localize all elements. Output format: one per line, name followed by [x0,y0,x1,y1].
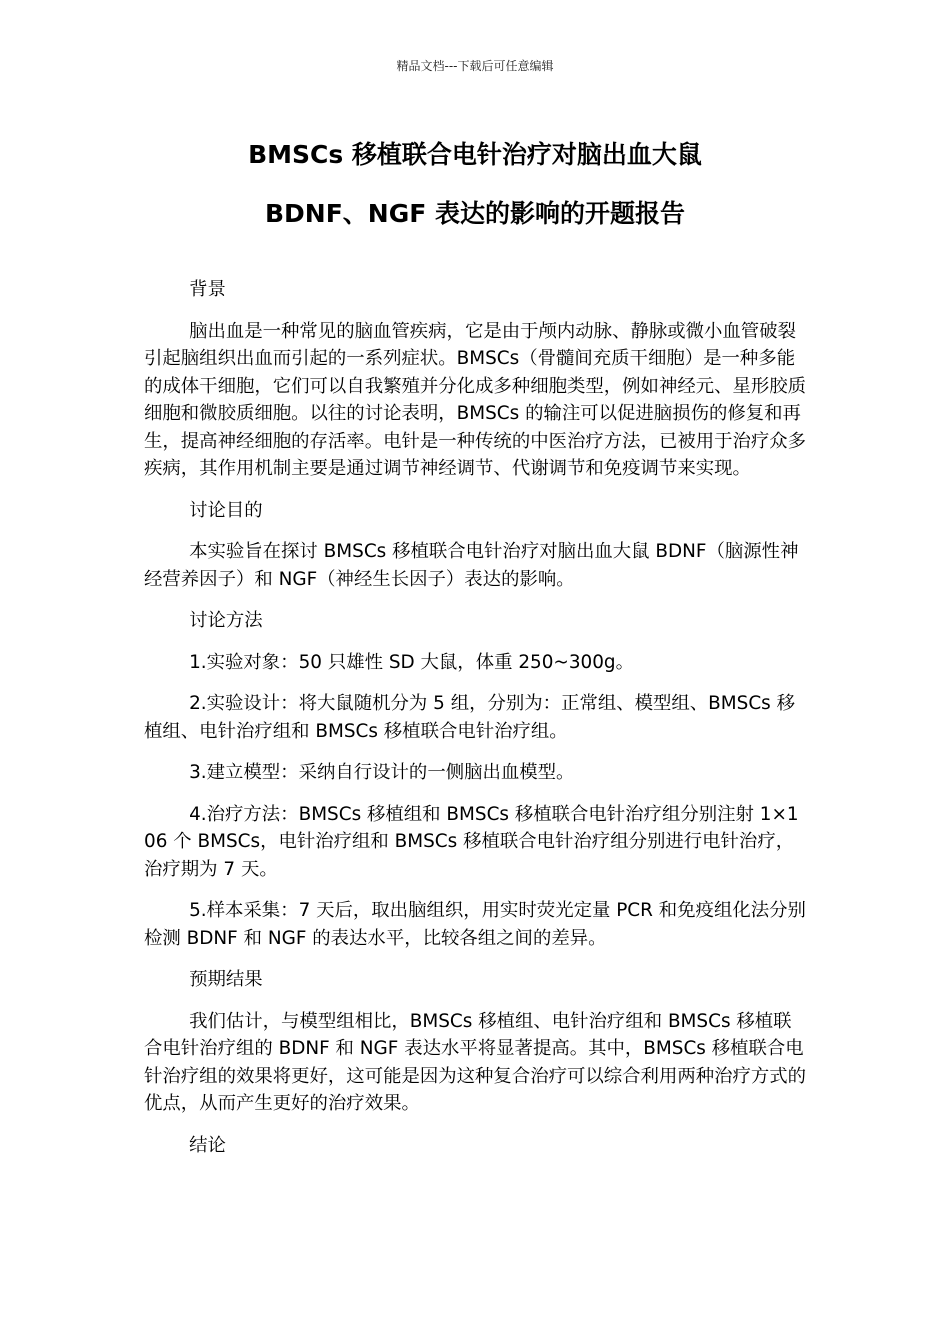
section-heading-purpose: 讨论目的 [189,499,263,521]
method-item: 3.建立模型：采纳自行设计的一侧脑出血模型。 [189,762,575,783]
document-title-line-1: BMSCs 移植联合电针治疗对脑出血大鼠 [248,140,702,169]
page-header: 精品文档---下载后可任意编辑 [396,59,554,73]
section-heading-background: 背景 [189,279,226,300]
section-heading-results: 预期结果 [189,969,263,990]
method-item: 5.样本采集：7 天后，取出脑组织，用实时荧光定量 PCR 和免疫组化法分别检测 BDNF 和 NGF 的表达水平，比较各组之间的差异。 [144,900,806,949]
method-item: 1.实验对象：50 只雄性 SD 大鼠，体重 250~300g。 [189,651,635,673]
paragraph-purpose: 本实验旨在探讨 BMSCs 移植联合电针治疗对脑出血大鼠 BDNF（脑源性神经营养因子）和 NGF（神经生长因子）表达的影响。 [144,541,799,590]
method-item: 2.实验设计：将大鼠随机分为 5 组，分别为：正常组、模型组、BMSCs 移植组、电针治疗组和 BMSCs 移植联合电针治疗组。 [144,693,795,742]
document-body [144,276,808,1173]
paragraph-background: 脑出血是一种常见的脑血管疾病，它是由于颅内动脉、静脉或微小血管破裂引起脑组织出血而引起的一系列症状。BMSCs（骨髓间充质干细胞）是一种多能的成体干细胞，它们可以自我繁殖并分化成多种细胞类型，例如神经元、星形胶质细胞和微胶质细胞。以往的讨论表明，BMSCs 的输注可以促进脑损伤的修复和再生，提高神经细胞的存活率。电针是一种传统的中医治疗方法，已被用于治疗众多疾病，其作用机制主要是通过调节神经调节、代谢调节和免疫调节来实现。 [144,320,807,479]
method-item: 4.治疗方法：BMSCs 移植组和 BMSCs 移植联合电针治疗组分别注射 1×106 个 BMSCs，电针治疗组和 BMSCs 移植联合电针治疗组分别进行电针治疗，治疗期为 7 天。 [144,803,799,880]
section-heading-conclusion: 结论 [189,1134,226,1156]
section-heading-method: 讨论方法 [189,610,263,631]
document-title-line-2: BDNF、NGF 表达的影响的开题报告 [264,199,686,228]
paragraph-results: 我们估计，与模型组相比，BMSCs 移植组、电针治疗组和 BMSCs 移植联合电针治疗组的 BDNF 和 NGF 表达水平将显著提高。其中，BMSCs 移植联合电针治疗组的效果将更好，这可能是因为这种复合治疗可以综合利用两种治疗方式的优点，从而产生更好的治疗效果。 [144,1010,807,1114]
